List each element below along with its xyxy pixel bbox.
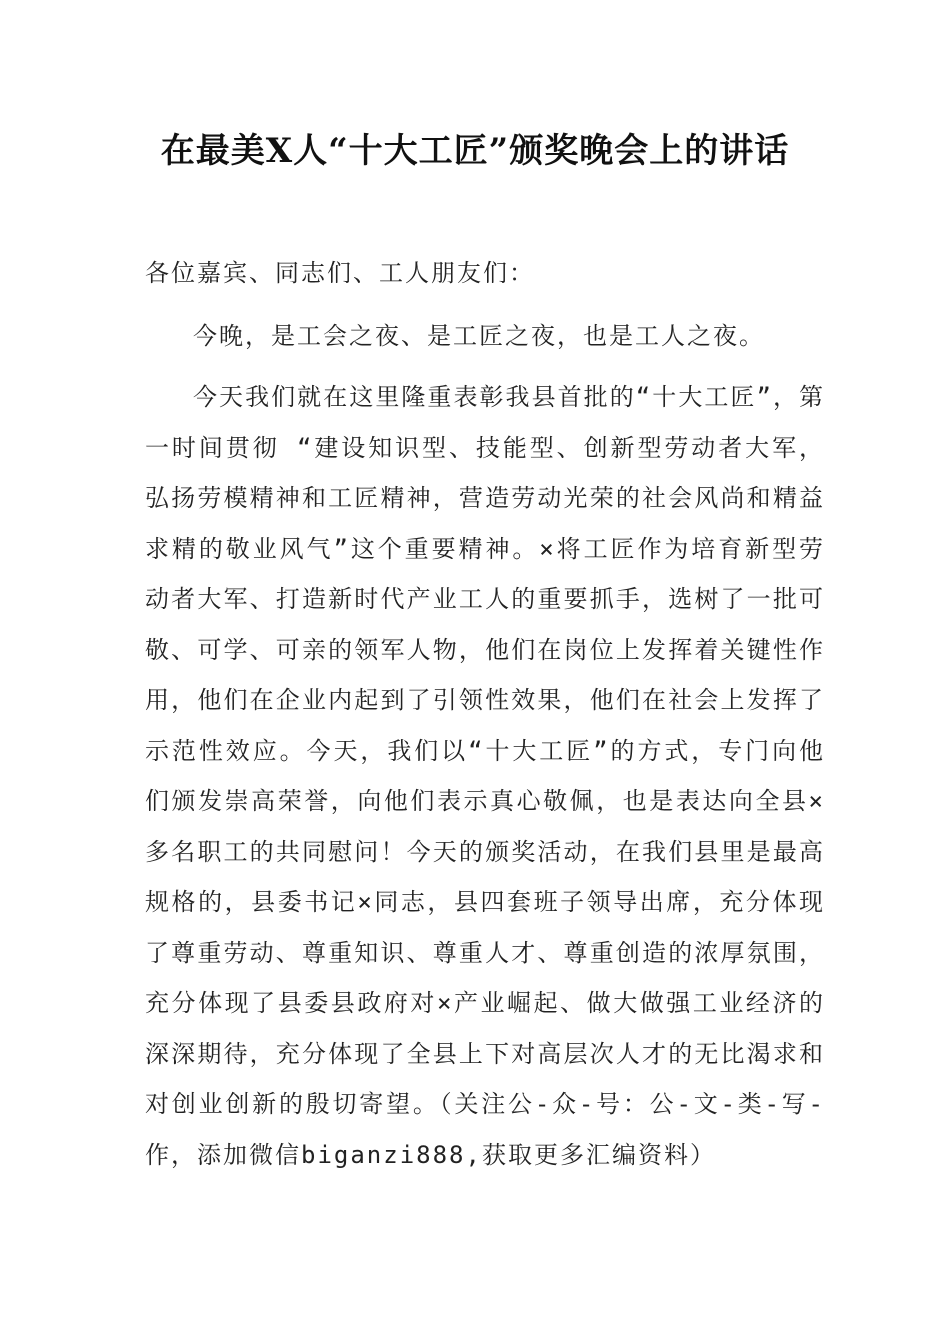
document-title: 在最美X人“十大工匠”颁奖晚会上的讲话 [160, 131, 790, 171]
paragraph-opening: 今晚，是工会之夜、是工匠之夜，也是工人之夜。 [193, 322, 765, 350]
salutation: 各位嘉宾、同志们、工人朋友们： [145, 259, 535, 287]
paragraph-body: 今天我们就在这里隆重表彰我县首批的“十大工匠”，第一时间贯彻 “建设知识型、技能型、创新型劳动者大军，弘扬劳模精神和工匠精神，营造劳动光荣的社会风尚和精益求精的敬业风气”这个重要精神。×将工匠作为培育新型劳动者大军、打造新时代产业工人的重要抓手，选树了一批可敬、可学、可亲的领军人物，他们在岗位上发挥着关键性作用，他们在企业内起到了引领性效果，他们在社会上发挥了示范性效应。今天，我们以“十大工匠”的方式，专门向他们颁发崇高荣誉，向他们表示真心敬佩，也是表达向全县×多名职工的共同慰问！今天的颁奖活动，在我们县里是最高规格的，县委书记×同志，县四套班子领导出席，充分体现了尊重劳动、尊重知识、尊重人才、尊重创造的浓厚氛围，充分体现了县委县政府对×产业崛起、做大做强工业经济的深深期待，充分体现了全县上下对高层次人才的无比渴求和对创业创新的殷切寄望。（关注公-众-号：公-文-类-写-作，添加微信biganzi888,获取更多汇编资料） [145, 383, 825, 1169]
